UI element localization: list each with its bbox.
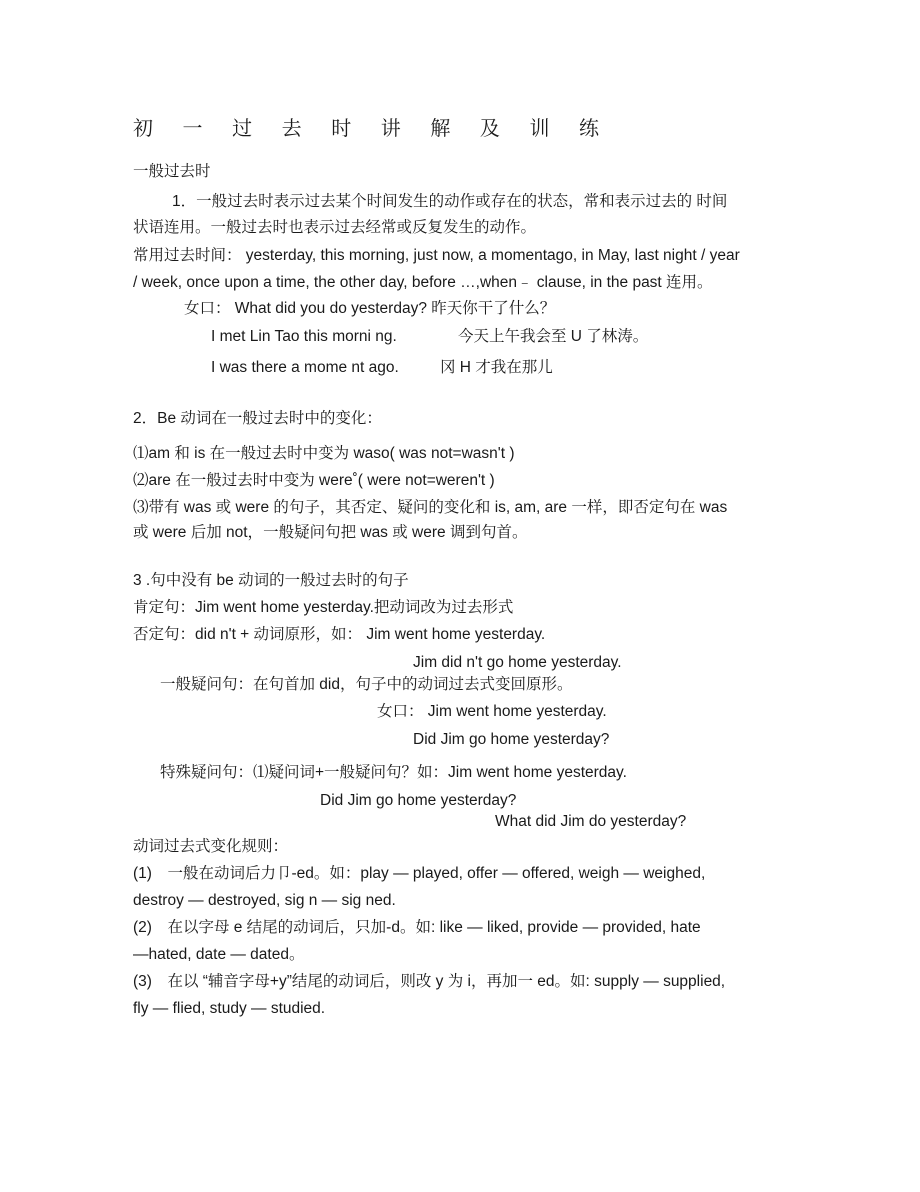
rule-line: destroy — destroyed, sig n — sig ned. (133, 892, 396, 909)
example-line: Jim did n't go home yesterday. (413, 654, 622, 671)
section-heading: 2．Be 动词在一般过去时中的变化： (133, 410, 382, 427)
example-line: 女口： Jim went home yesterday. (377, 703, 607, 720)
text-line: ⑵are 在一般过去时中变为 were˚( were not=weren't ) (133, 472, 495, 489)
example-translation: 今天上午我会至 U 了林涛。 (458, 328, 649, 345)
text-line: 肯定句：Jim went home yesterday.把动词改为过去形式 (133, 599, 514, 616)
rule-line: —hated, date — dated。 (133, 946, 305, 963)
rule-line: (3) 在以 “辅音字母+y”结尾的动词后，则改 y 为 i，再加一 ed。如: supply — supplied, (133, 973, 726, 990)
example-line: 女口： What did you do yesterday? 昨天你干了什么？ (184, 300, 556, 317)
text-line: ⑴am 和 is 在一般过去时中变为 waso( was not=wasn't ) (133, 445, 515, 462)
rule-line: fly — flied, study — studied. (133, 1000, 326, 1017)
text-line: 1．一般过去时表示过去某个时间发生的动作或存在的状态，常和表示过去的 时间 (172, 193, 728, 210)
page-title: 初 一 过 去 时 讲 解 及 训 练 (133, 118, 612, 140)
text-line: ⑶带有 was 或 were 的句子，其否定、疑问的变化和 is, am, are 一样，即否定句在 was (133, 499, 728, 516)
example-line: Did Jim go home yesterday? (320, 792, 517, 809)
example-line: I met Lin Tao this morni ng. (211, 328, 397, 345)
text-line: / week, once upon a time, the other day, before …,when﹣ clause, in the past 连用。 (133, 274, 713, 291)
text-line: 一般疑问句：在句首加 did，句子中的动词过去式变回原形。 (160, 676, 573, 693)
text-line: 常用过去时间： yesterday, this morning, just now, a momentago, in May, last night / year (133, 247, 740, 264)
section-heading: 一般过去时 (133, 163, 211, 180)
text-line: 特殊疑问句：⑴疑问词+一般疑问句？如：Jim went home yesterday. (160, 764, 627, 781)
section-heading: 3 .句中没有 be 动词的一般过去时的句子 (133, 572, 409, 589)
example-line: I was there a mome nt ago. (211, 359, 399, 376)
section-heading: 动词过去式变化规则： (133, 838, 289, 855)
text-line: 或 were 后加 not，一般疑问句把 was 或 were 调到句首。 (133, 524, 528, 541)
rule-line: (2) 在以字母 e 结尾的动词后，只加-d。如: like — liked, provide — provided, hate (133, 919, 701, 936)
example-line: What did Jim do yesterday? (495, 813, 687, 830)
example-line: Did Jim go home yesterday? (413, 731, 610, 748)
rule-line: (1) 一般在动词后力卩-ed。如：play — played, offer — offered, weigh — weighed, (133, 865, 706, 882)
text-line: 否定句：did n't + 动词原形，如： Jim went home yesterday. (133, 626, 546, 643)
text-line: 状语连用。一般过去时也表示过去经常或反复发生的动作。 (133, 219, 537, 236)
example-translation: 冈 H 才我在那儿 (440, 359, 553, 376)
